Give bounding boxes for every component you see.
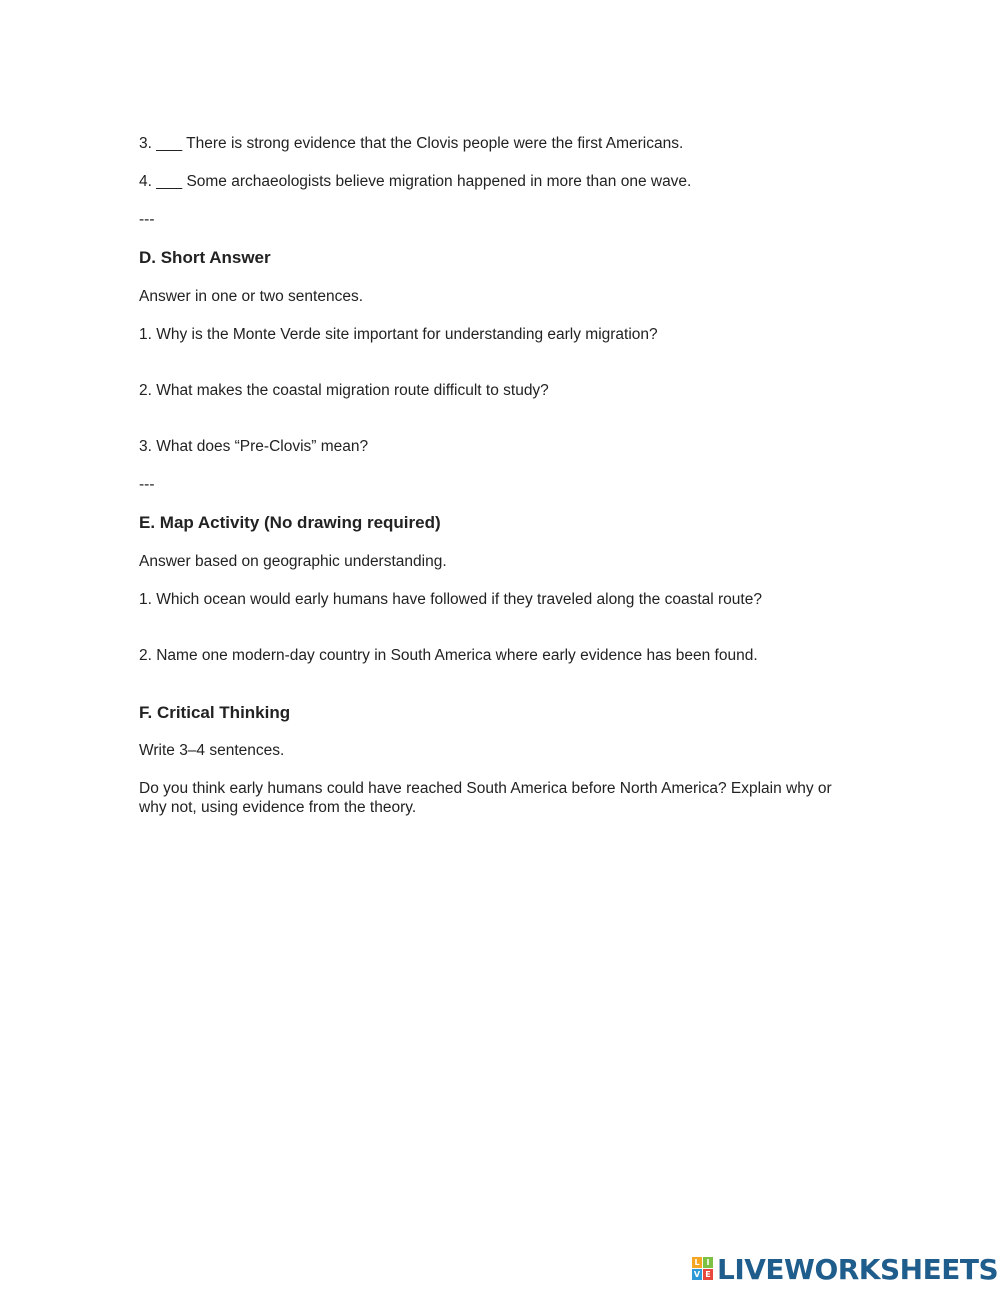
- section-d-title: D. Short Answer: [139, 248, 271, 267]
- logo-block: E: [703, 1269, 713, 1280]
- item-number: 3.: [139, 135, 152, 152]
- logo-blocks-icon: [692, 1257, 714, 1281]
- section-c-item-3: [139, 134, 683, 153]
- divider: ---: [139, 211, 155, 228]
- item-text: There is strong evidence that the Clovis people were the first Americans.: [186, 135, 684, 152]
- logo-block: L: [692, 1257, 702, 1268]
- logo-block: I: [703, 1257, 713, 1268]
- section-d-question-2: 2. What makes the coastal migration route difficult to study?: [139, 382, 549, 399]
- item-number: 4.: [139, 173, 152, 190]
- section-e-question-2: 2. Name one modern-day country in South America where early evidence has been found.: [139, 647, 758, 664]
- logo-text: LIVEWORKSHEETS: [717, 1252, 999, 1286]
- liveworksheets-logo: [692, 1253, 998, 1285]
- answer-blank[interactable]: ___: [156, 173, 183, 190]
- section-d-instruction: Answer in one or two sentences.: [139, 288, 364, 305]
- section-d-question-1: 1. Why is the Monte Verde site important for understanding early migration?: [139, 326, 658, 343]
- answer-blank[interactable]: ___: [156, 135, 183, 152]
- section-d-question-3: 3. What does “Pre-Clovis” mean?: [139, 438, 369, 455]
- section-e-question-1: 1. Which ocean would early humans have followed if they traveled along the coastal route?: [139, 591, 762, 608]
- section-e-title: E. Map Activity (No drawing required): [139, 513, 441, 532]
- section-f-instruction: Write 3–4 sentences.: [139, 742, 285, 759]
- divider: ---: [139, 476, 155, 493]
- section-e-instruction: Answer based on geographic understanding.: [139, 553, 447, 570]
- section-f-prompt: Do you think early humans could have reached South America before North America? Explain why or why not, using evidence from the theory.: [139, 780, 832, 816]
- section-c-item-4: [139, 172, 691, 191]
- item-text: Some archaeologists believe migration happened in more than one wave.: [186, 173, 692, 190]
- section-f-title: F. Critical Thinking: [139, 703, 291, 722]
- logo-block: V: [693, 1270, 701, 1279]
